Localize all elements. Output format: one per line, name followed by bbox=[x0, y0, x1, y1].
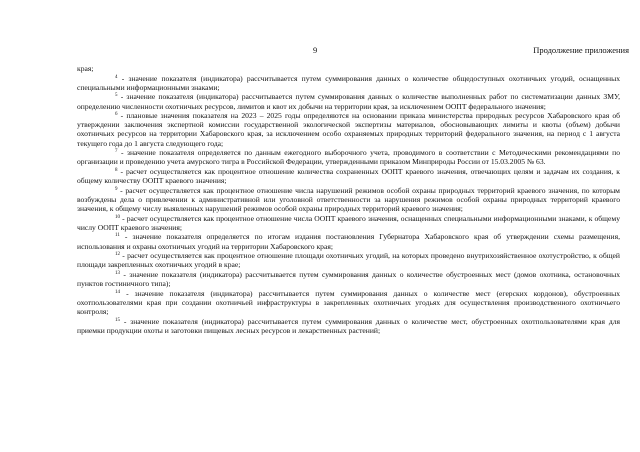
page-number: 9 bbox=[313, 45, 318, 55]
paragraph-text: - расчет осуществляется как процентное отношение площади охотничьих угодий, на которых проведено внутрихозяйственное охотустройство, к общей площади закрепленных охотничьих угодий в крае; bbox=[77, 251, 620, 270]
footnote-mark: 11 bbox=[115, 233, 120, 239]
footnote-paragraph bbox=[77, 92, 620, 110]
paragraph-text: края; bbox=[77, 64, 94, 73]
footnote-mark: 10 bbox=[115, 214, 120, 220]
paragraph-text: - расчет осуществляется как процентное отношение числа нарушений режимов особой охраны природных территорий краевого значения, по которым возбуждены дела о привлечении к административной или уголовной ответственности за нарушения режимов особой охраны природных территорий краевого значения, к общему числу выявленных нарушений режимов особой охраны природных территорий краевого значения; bbox=[77, 185, 620, 213]
footnote-mark: 7 bbox=[115, 149, 118, 155]
footnote-paragraph bbox=[77, 148, 620, 166]
footnote-paragraph bbox=[77, 186, 620, 213]
footnote-paragraph bbox=[77, 74, 620, 92]
footnote-paragraph bbox=[77, 251, 620, 269]
footnote-paragraph bbox=[77, 270, 620, 288]
footnote-paragraph bbox=[77, 167, 620, 185]
footnote-paragraph bbox=[77, 289, 620, 316]
footnote-mark: 4 bbox=[115, 74, 118, 80]
paragraph-text: - расчет осуществляется как процентное отношение количества сохраненных ООПТ краевого значения, отвечающих целям и задачам их создания, к общему количеству ООПТ краевого значения; bbox=[77, 167, 620, 186]
paragraph-text: - значение показателя (индикатора) рассчитывается путем суммирования данных о количестве общедоступных охотничьих угодий, оснащенных специальными информационными знаками; bbox=[77, 73, 620, 92]
footnote-mark: 8 bbox=[115, 168, 118, 173]
paragraph-text: - значение показателя (индикатора) рассчитывается путем суммирования данных о количестве обустроенных мест (домов охотника, остановочных пунктов гостиничного типа); bbox=[77, 270, 620, 289]
footnote-mark: 6 bbox=[115, 112, 118, 118]
footnote-paragraph bbox=[77, 232, 620, 250]
footnote-paragraph bbox=[77, 214, 620, 232]
footnote-paragraph bbox=[77, 317, 620, 335]
paragraph-text: - значение показателя (индикатора) рассчитывается путем суммирования данных о количестве мест, обустроенных охотпользователями края для приемки продукции охоты и заготовки пищевых лесных ресурсов и лекарственных растений; bbox=[77, 316, 620, 335]
continuation-label: Продолжение приложения bbox=[533, 45, 629, 55]
footnote-paragraph bbox=[77, 111, 620, 147]
footnote-mark: 14 bbox=[115, 289, 120, 295]
paragraph-text: - значение показателя (индикатора) рассчитывается путем суммирования данных о количестве мест (егерских кордонов), обустроенных охотпользователями края при создании охотничьей инфраструктуры в закрепленных охотничьих угодьях для осуществления производственного охотничьего контроля; bbox=[77, 288, 620, 316]
footnote-mark: 12 bbox=[115, 252, 120, 258]
document-body bbox=[77, 64, 620, 335]
paragraph-text: - значение показателя определяется по данным ежегодного выборочного учета, проводимого в соответствии с Методическими рекомендациями по организации и проведению учета амурского тигра в Российской Федерации, утвержденными приказом Минприроды России от 15.03.2005 № 63. bbox=[77, 148, 620, 167]
footnote-mark: 5 bbox=[115, 93, 118, 99]
paragraph-text: - значение показателя определяется по итогам издания постановления Губернатора Хабаровского края об утверждении схемы размещения, использования и охраны охотничьих угодий на территории Хабаровского края; bbox=[77, 232, 620, 251]
footnote-mark: 13 bbox=[115, 271, 120, 276]
page-header bbox=[0, 45, 640, 57]
paragraph-text: - расчет осуществляется как процентное отношение числа ООПТ краевого значения, оснащенных специальными информационными знаками, к общему числу ООПТ краевого значения; bbox=[77, 213, 620, 232]
paragraph bbox=[77, 64, 620, 73]
footnote-mark: 9 bbox=[115, 186, 118, 192]
paragraph-text: - значение показателя (индикатора) рассчитывается путем суммирования данных о количестве выполненных работ по систематизации данных ЗМУ, определению численности охотничьих ресурсов, лимитов и квот их добычи на территории края, за исключением ООПТ федерального значения; bbox=[77, 92, 620, 111]
paragraph-text: - плановые значения показателя на 2023 – 2025 годы определяются на основании приказа министерства природных ресурсов Хабаровского края об утверждении заключения экспертной комиссии государственной экологической экспертизы материалов, обосновывающих лимиты и квоты (объем) добычи охотничьих ресурсов на территории Хабаровского края, за исключением особо охраняемых природных территорий федерального значения, на период с 1 августа текущего года до 1 августа следующего года; bbox=[77, 111, 621, 148]
footnote-mark: 15 bbox=[115, 317, 120, 323]
